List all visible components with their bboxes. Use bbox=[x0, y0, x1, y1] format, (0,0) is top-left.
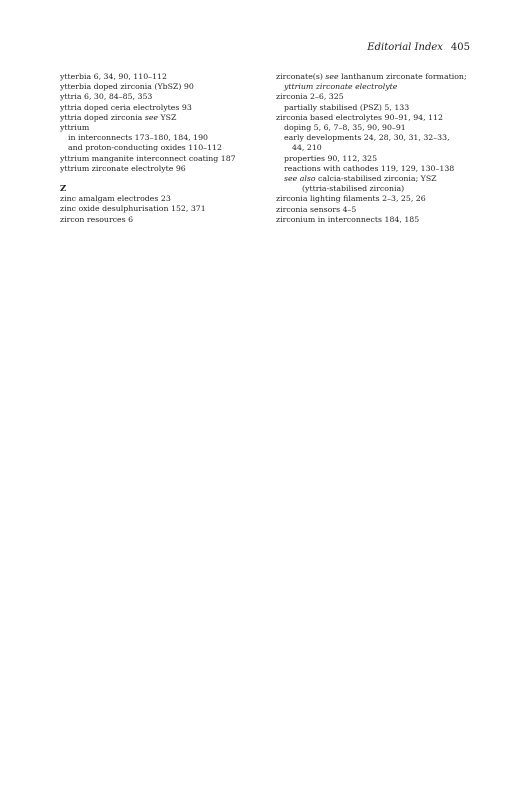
see-reference: see bbox=[325, 72, 339, 81]
index-entry: zirconia 2–6, 325 bbox=[276, 92, 344, 102]
index-entry: yttrium manganite interconnect coating 187 bbox=[60, 153, 236, 163]
page-number: 405 bbox=[450, 42, 470, 53]
index-entry: zirconia lighting filaments 2–3, 25, 26 bbox=[276, 194, 426, 204]
entry-target: lanthanum zirconate formation; bbox=[338, 72, 467, 81]
index-letter-heading: Z bbox=[60, 184, 67, 195]
index-column-left bbox=[60, 72, 266, 225]
entry-target: calcia-stabilised zirconia; YSZ bbox=[315, 174, 437, 184]
entry-target: YSZ bbox=[158, 112, 177, 122]
index-subentry: partially stabilised (PSZ) 5, 133 bbox=[284, 102, 410, 112]
index-continuation: 44, 210 bbox=[292, 143, 322, 153]
index-subentry: early developments 24, 28, 30, 31, 32–33, bbox=[284, 133, 450, 143]
index-entry: zircon resources 6 bbox=[60, 214, 134, 224]
index-subentry: reactions with cathodes 119, 129, 130–138 bbox=[284, 163, 455, 173]
running-head bbox=[367, 42, 470, 54]
index-entry bbox=[60, 113, 266, 123]
index-subentry bbox=[276, 174, 476, 184]
index-entry: yttrium bbox=[60, 123, 90, 133]
index-entry: ytterbia 6, 34, 90, 110–112 bbox=[60, 72, 167, 81]
index-entry: yttria doped ceria electrolytes 93 bbox=[60, 102, 192, 112]
see-also-reference: see also bbox=[284, 174, 316, 184]
index-entry: ytterbia doped zirconia (YbSZ) 90 bbox=[60, 82, 194, 92]
entry-term: yttria doped zirconia bbox=[60, 112, 145, 122]
index-column-right bbox=[276, 72, 476, 225]
see-target-italic: yttrium zirconate electrolyte bbox=[284, 82, 398, 92]
index-subentry: doping 5, 6, 7–8, 35, 90, 90–91 bbox=[284, 123, 406, 133]
index-entry: zinc oxide desulphurisation 152, 371 bbox=[60, 204, 206, 214]
index-entry: zinc amalgam electrodes 23 bbox=[60, 194, 171, 204]
index-entry bbox=[276, 72, 476, 82]
index-continuation: (yttria-stabilised zirconia) bbox=[302, 184, 405, 194]
index-subentry: properties 90, 112, 325 bbox=[284, 153, 378, 163]
running-head-section: Editorial Index bbox=[367, 42, 443, 53]
index-subentry: and proton-conducting oxides 110–112 bbox=[68, 143, 222, 153]
see-reference: see bbox=[144, 112, 159, 122]
index-entry: zirconia based electrolytes 90–91, 94, 112 bbox=[276, 112, 443, 122]
index-continuation bbox=[276, 82, 476, 92]
index-entry: yttria 6, 30, 84–85, 353 bbox=[60, 92, 153, 102]
index-entry: yttrium zirconate electrolyte 96 bbox=[60, 163, 186, 173]
index-entry: zirconia sensors 4–5 bbox=[276, 204, 357, 214]
index-subentry: in interconnects 173–180, 184, 190 bbox=[68, 133, 209, 143]
index-entry: zirconium in interconnects 184, 185 bbox=[276, 214, 420, 224]
entry-term: zirconate(s) bbox=[276, 72, 326, 81]
